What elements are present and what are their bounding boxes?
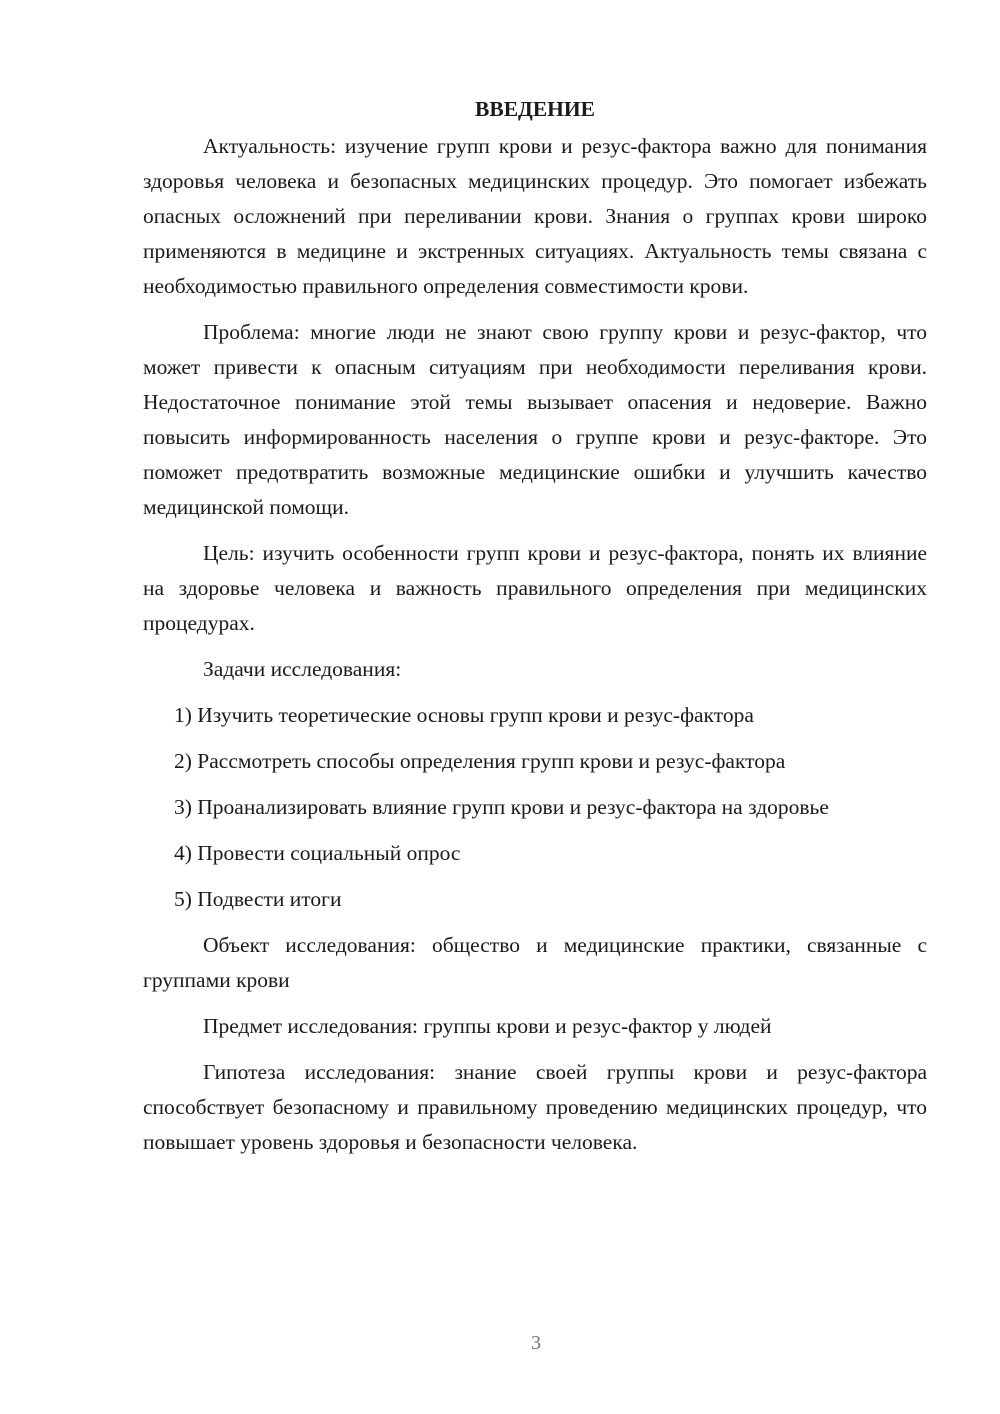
page-number: 3 [531,1332,541,1354]
paragraph-hypothesis: Гипотеза исследования: знание своей группы крови и резус-фактора способствует безопасному и правильному проведению медицинских процедур, что повышает уровень здоровья и безопасности человека. [143,1060,927,1154]
paragraph-problem: Проблема: многие люди не знают свою группу крови и резус-фактор, что может привести к опасным ситуациям при необходимости переливания крови. Недостаточное понимание этой темы вызывает опасения и недоверие. Важно повысить информированность населения о группе крови и резус-факторе. Это поможет предотвратить возможные медицинские ошибки и улучшить качество медицинской помощи. [143,320,927,519]
task-item-4: 4) Провести социальный опрос [174,841,461,865]
task-item-5: 5) Подвести итоги [174,887,342,911]
paragraph-goal: Цель: изучить особенности групп крови и резус-фактора, понять их влияние на здоровье человека и важность правильного определения при медицинских процедурах. [143,541,927,635]
task-item-2: 2) Рассмотреть способы определения групп крови и резус-фактора [174,749,786,773]
paragraph-relevance: Актуальность: изучение групп крови и резус-фактора важно для понимания здоровья человека и безопасных медицинских процедур. Это помогает избежать опасных осложнений при переливании крови. Знания о группах крови широко применяются в медицине и экстренных ситуациях. Актуальность темы связана с необходимостью правильного определения совместимости крови. [143,134,927,298]
task-item-3: 3) Проанализировать влияние групп крови и резус-фактора на здоровье [174,795,829,819]
task-item-1: 1) Изучить теоретические основы групп крови и резус-фактора [174,703,754,727]
page-content [143,92,927,1171]
paragraph-tasks-heading: Задачи исследования: [203,657,402,681]
paragraph-subject: Предмет исследования: группы крови и резус-фактор у людей [203,1014,772,1038]
page-title: ВВЕДЕНИЕ [475,97,595,121]
paragraph-object: Объект исследования: общество и медицинские практики, связанные с группами крови [143,933,927,992]
